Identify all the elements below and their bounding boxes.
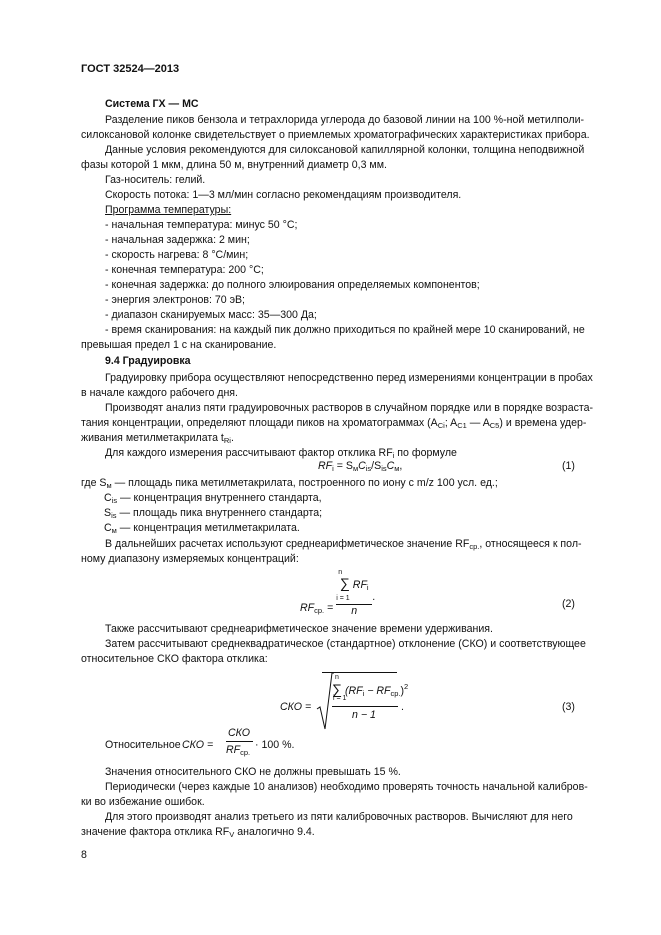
text-line (81, 128, 590, 142)
text-line (105, 143, 584, 157)
text-line (81, 158, 387, 172)
text-fragment: по формуле (394, 447, 457, 459)
eq2-sum-sign: ∑ (339, 575, 350, 591)
text-line (105, 203, 231, 217)
text-line-content: Для этого производят анализ третьего из пяти калибровочных растворов. Вычисляют для него (105, 811, 573, 823)
equation-3-number: (3) (562, 701, 575, 713)
text-line (105, 637, 586, 651)
text-line-content: Периодически (через каждые 10 анализов) необходимо проверять точность начальной калибров- (105, 781, 588, 793)
subscript: C1 (457, 421, 467, 430)
subscript: м (111, 526, 117, 535)
text-line-content: Система ГХ — МС (105, 98, 199, 110)
eq1-lhs-sub: i (332, 464, 334, 473)
text-line-content: Для каждого измерения рассчитывают фактор отклика RF (105, 447, 393, 459)
subscript: Ci (437, 421, 445, 430)
text-line-content: - конечная задержка: до полного элюирования определяемых компонентов; (105, 279, 480, 291)
text-line-content: Газ-носитель: гелий. (105, 174, 206, 186)
eq2-sum-top: n (338, 569, 343, 576)
text-line-content: значение фактора отклика RF (81, 826, 230, 838)
subscript: м (106, 481, 112, 490)
eq3-term: (RF (344, 685, 363, 697)
document-header: ГОСТ 32524—2013 (81, 63, 180, 75)
text-line (81, 338, 276, 352)
text-line-content: Градуировку прибора осуществляют непосредственно перед измерениями концентрации в пробах (105, 372, 593, 384)
subscript: V (229, 830, 235, 839)
eq1-rhs2: C (358, 460, 366, 472)
text-line-content: Производят анализ пяти градуировочных растворов в случайном порядке или в порядке возраста- (105, 402, 594, 414)
eq1-sub1: м (352, 464, 359, 473)
text-fragment: — площадь пика внутреннего стандарта; (116, 507, 323, 519)
eq1-rhs3: /S (371, 460, 382, 472)
eq4-denominator-sub: ср. (240, 748, 251, 757)
text-fragment: ) и времена удер- (499, 417, 587, 429)
page-number: 8 (81, 849, 87, 861)
subscript: Ri (223, 436, 231, 445)
text-line-content: C (104, 492, 112, 504)
text-line-content: - время сканирования: на каждый пик должно приходиться по крайней мере 10 сканирований, не (105, 324, 585, 336)
text-line-content: живания метилметакрилата t (81, 432, 224, 444)
text-line-content: - конечная температура: 200 °С; (105, 264, 264, 276)
text-line-content: Скорость потока: 1—3 мл/мин согласно рекомендациям производителя. (105, 189, 462, 201)
text-line (105, 780, 588, 794)
eq3-lhs: СКО = (280, 701, 312, 713)
eq3-sum-bottom: i = 1 (333, 695, 347, 702)
text-line-content: - диапазон сканируемых масс: 35—300 Да; (105, 309, 317, 321)
text-line-content: 9.4 Градуировка (105, 355, 191, 367)
eq2-lhs: RF (300, 602, 315, 614)
equation-1-number: (1) (562, 460, 575, 472)
eq4-lhs: СКО = (182, 739, 214, 751)
text-line-content: где S (81, 477, 107, 489)
text-line (105, 218, 297, 232)
text-fragment: — концентрация внутреннего стандарта, (117, 492, 322, 504)
text-line (105, 97, 199, 111)
text-line (104, 521, 300, 538)
eq2-sum-bottom: i = 1 (336, 595, 350, 602)
eq3-radical-top (322, 672, 397, 673)
text-line-content: силоксановой колонке свидетельствует о приемлемых хроматографических характеристиках прибора. (81, 129, 590, 141)
text-line (105, 622, 493, 636)
text-line (105, 173, 205, 187)
text-line (105, 188, 461, 202)
eq3-end: . (401, 701, 404, 713)
subscript: ср. (469, 542, 480, 551)
text-line (105, 810, 573, 824)
text-line-content: C (104, 522, 112, 534)
eq1-rhs5: , (399, 460, 403, 472)
text-line (81, 825, 315, 842)
text-line (81, 386, 238, 400)
text-line-content: превышая предел 1 с на сканирование. (81, 339, 277, 351)
eq4-denominator: RF (226, 744, 241, 756)
text-line-content: S (104, 507, 112, 519)
text-line (81, 795, 205, 809)
equation-1 (318, 459, 402, 476)
eq1-sub3: is (381, 464, 387, 473)
text-fragment: — A (466, 417, 490, 429)
eq3-mid: − RF (364, 685, 391, 697)
eq2-term: RF (352, 579, 367, 591)
text-line (81, 552, 299, 566)
eq4-numerator: СКО (228, 727, 251, 739)
eq1-sub2: is (365, 464, 372, 473)
text-line-content: Данные условия рекомендуются для силоксановой капиллярной колонки, толщина неподвижной (105, 144, 585, 156)
eq3-power: 2 (404, 682, 409, 691)
subscript: is (111, 511, 117, 520)
subscript: is (111, 496, 118, 505)
text-line (105, 401, 593, 415)
text-line-content: тания концентрации, определяют площади пиков на хроматограммах (A (81, 417, 438, 429)
equation-2: $RF_{ср.}$ = n ∑ $RF_i$ i = 1 n . (300, 569, 376, 617)
text-line-content: в начале каждого рабочего дня. (81, 387, 238, 399)
eq3-term-sub: i (362, 689, 365, 698)
text-fragment: ; A (444, 417, 458, 429)
eq3-denominator: n − 1 (352, 709, 376, 721)
text-line (81, 652, 268, 666)
text-line-content: относительное СКО фактора отклика: (81, 653, 268, 665)
text-fragment: — концентрация метилметакрилата. (116, 522, 300, 534)
text-line-content: Также рассчитывают среднеарифметическое значение времени удерживания. (105, 623, 493, 635)
text-line-content: Программа температуры: (105, 204, 232, 216)
subscript: i (392, 451, 395, 460)
eq2-denominator: n (351, 605, 358, 617)
text-line (105, 233, 250, 247)
equation-2-number: (2) (562, 598, 575, 610)
eq3-mid-sub: ср. (390, 689, 401, 698)
eq3-sum-top: n (335, 674, 339, 681)
eq4-label: Относительное (105, 739, 181, 751)
text-line-content: В дальнейших расчетах используют среднеарифметическое значение RF (105, 538, 470, 550)
subscript: C5 (489, 421, 500, 430)
eq4-fraction-line (226, 741, 253, 742)
eq1-sub4: м (394, 464, 400, 473)
text-line-content: - скорость нагрева: 8 °С/мин; (105, 249, 249, 261)
text-line (105, 293, 245, 307)
text-fragment: . (230, 432, 234, 444)
text-fragment: , относящееся к пол- (479, 538, 582, 550)
eq2-term-sub: i (366, 583, 369, 592)
eq3-close: ) (400, 685, 405, 697)
eq1-rhs: = S (333, 460, 353, 472)
text-line (105, 371, 593, 385)
text-line-content: - начальная задержка: 2 мин; (105, 234, 250, 246)
text-line-content: Затем рассчитывают среднеквадратическое (стандартное) отклонение (СКО) и соответствующее (105, 638, 586, 650)
text-line-content: ному диапазону измеряемых концентраций: (81, 553, 299, 565)
eq4-tail: · 100 %. (255, 739, 295, 751)
eq3-sum-sign: ∑ (332, 681, 342, 697)
text-line-content: Разделение пиков бензола и тетрахлорида углерода до базовой линии на 100 %-ной метилполи- (105, 114, 585, 126)
text-line-content: Значения относительного СКО не должны превышать 15 %. (105, 766, 401, 778)
text-line (105, 308, 317, 322)
text-line (105, 354, 191, 368)
text-line (105, 263, 264, 277)
text-line-content: - начальная температура: минус 50 °С; (105, 219, 298, 231)
eq2-lhs-sub: ср. (314, 606, 325, 615)
eq1-rhs4: C (386, 460, 395, 472)
eq3-fraction-line (332, 706, 398, 707)
text-line (105, 765, 401, 779)
text-line (105, 323, 585, 337)
text-line-content: ки во избежание ошибок. (81, 796, 205, 808)
text-fragment: — площадь пика метилметакрилата, построенного по иону с m/z 100 усл. ед.; (111, 477, 498, 489)
eq2-end: . (372, 591, 376, 604)
text-line (105, 278, 480, 292)
text-fragment: аналогично 9.4. (234, 826, 315, 838)
text-line (105, 446, 457, 463)
text-line (105, 248, 248, 262)
text-line-content: фазы которой 1 мкм, длина 50 м, внутренний диаметр 0,3 мм. (81, 159, 387, 171)
text-line (105, 113, 584, 127)
eq2-fraction (336, 569, 372, 618)
eq1-lhs: RF (318, 460, 333, 472)
text-line-content: - энергия электронов: 70 эВ; (105, 294, 246, 306)
